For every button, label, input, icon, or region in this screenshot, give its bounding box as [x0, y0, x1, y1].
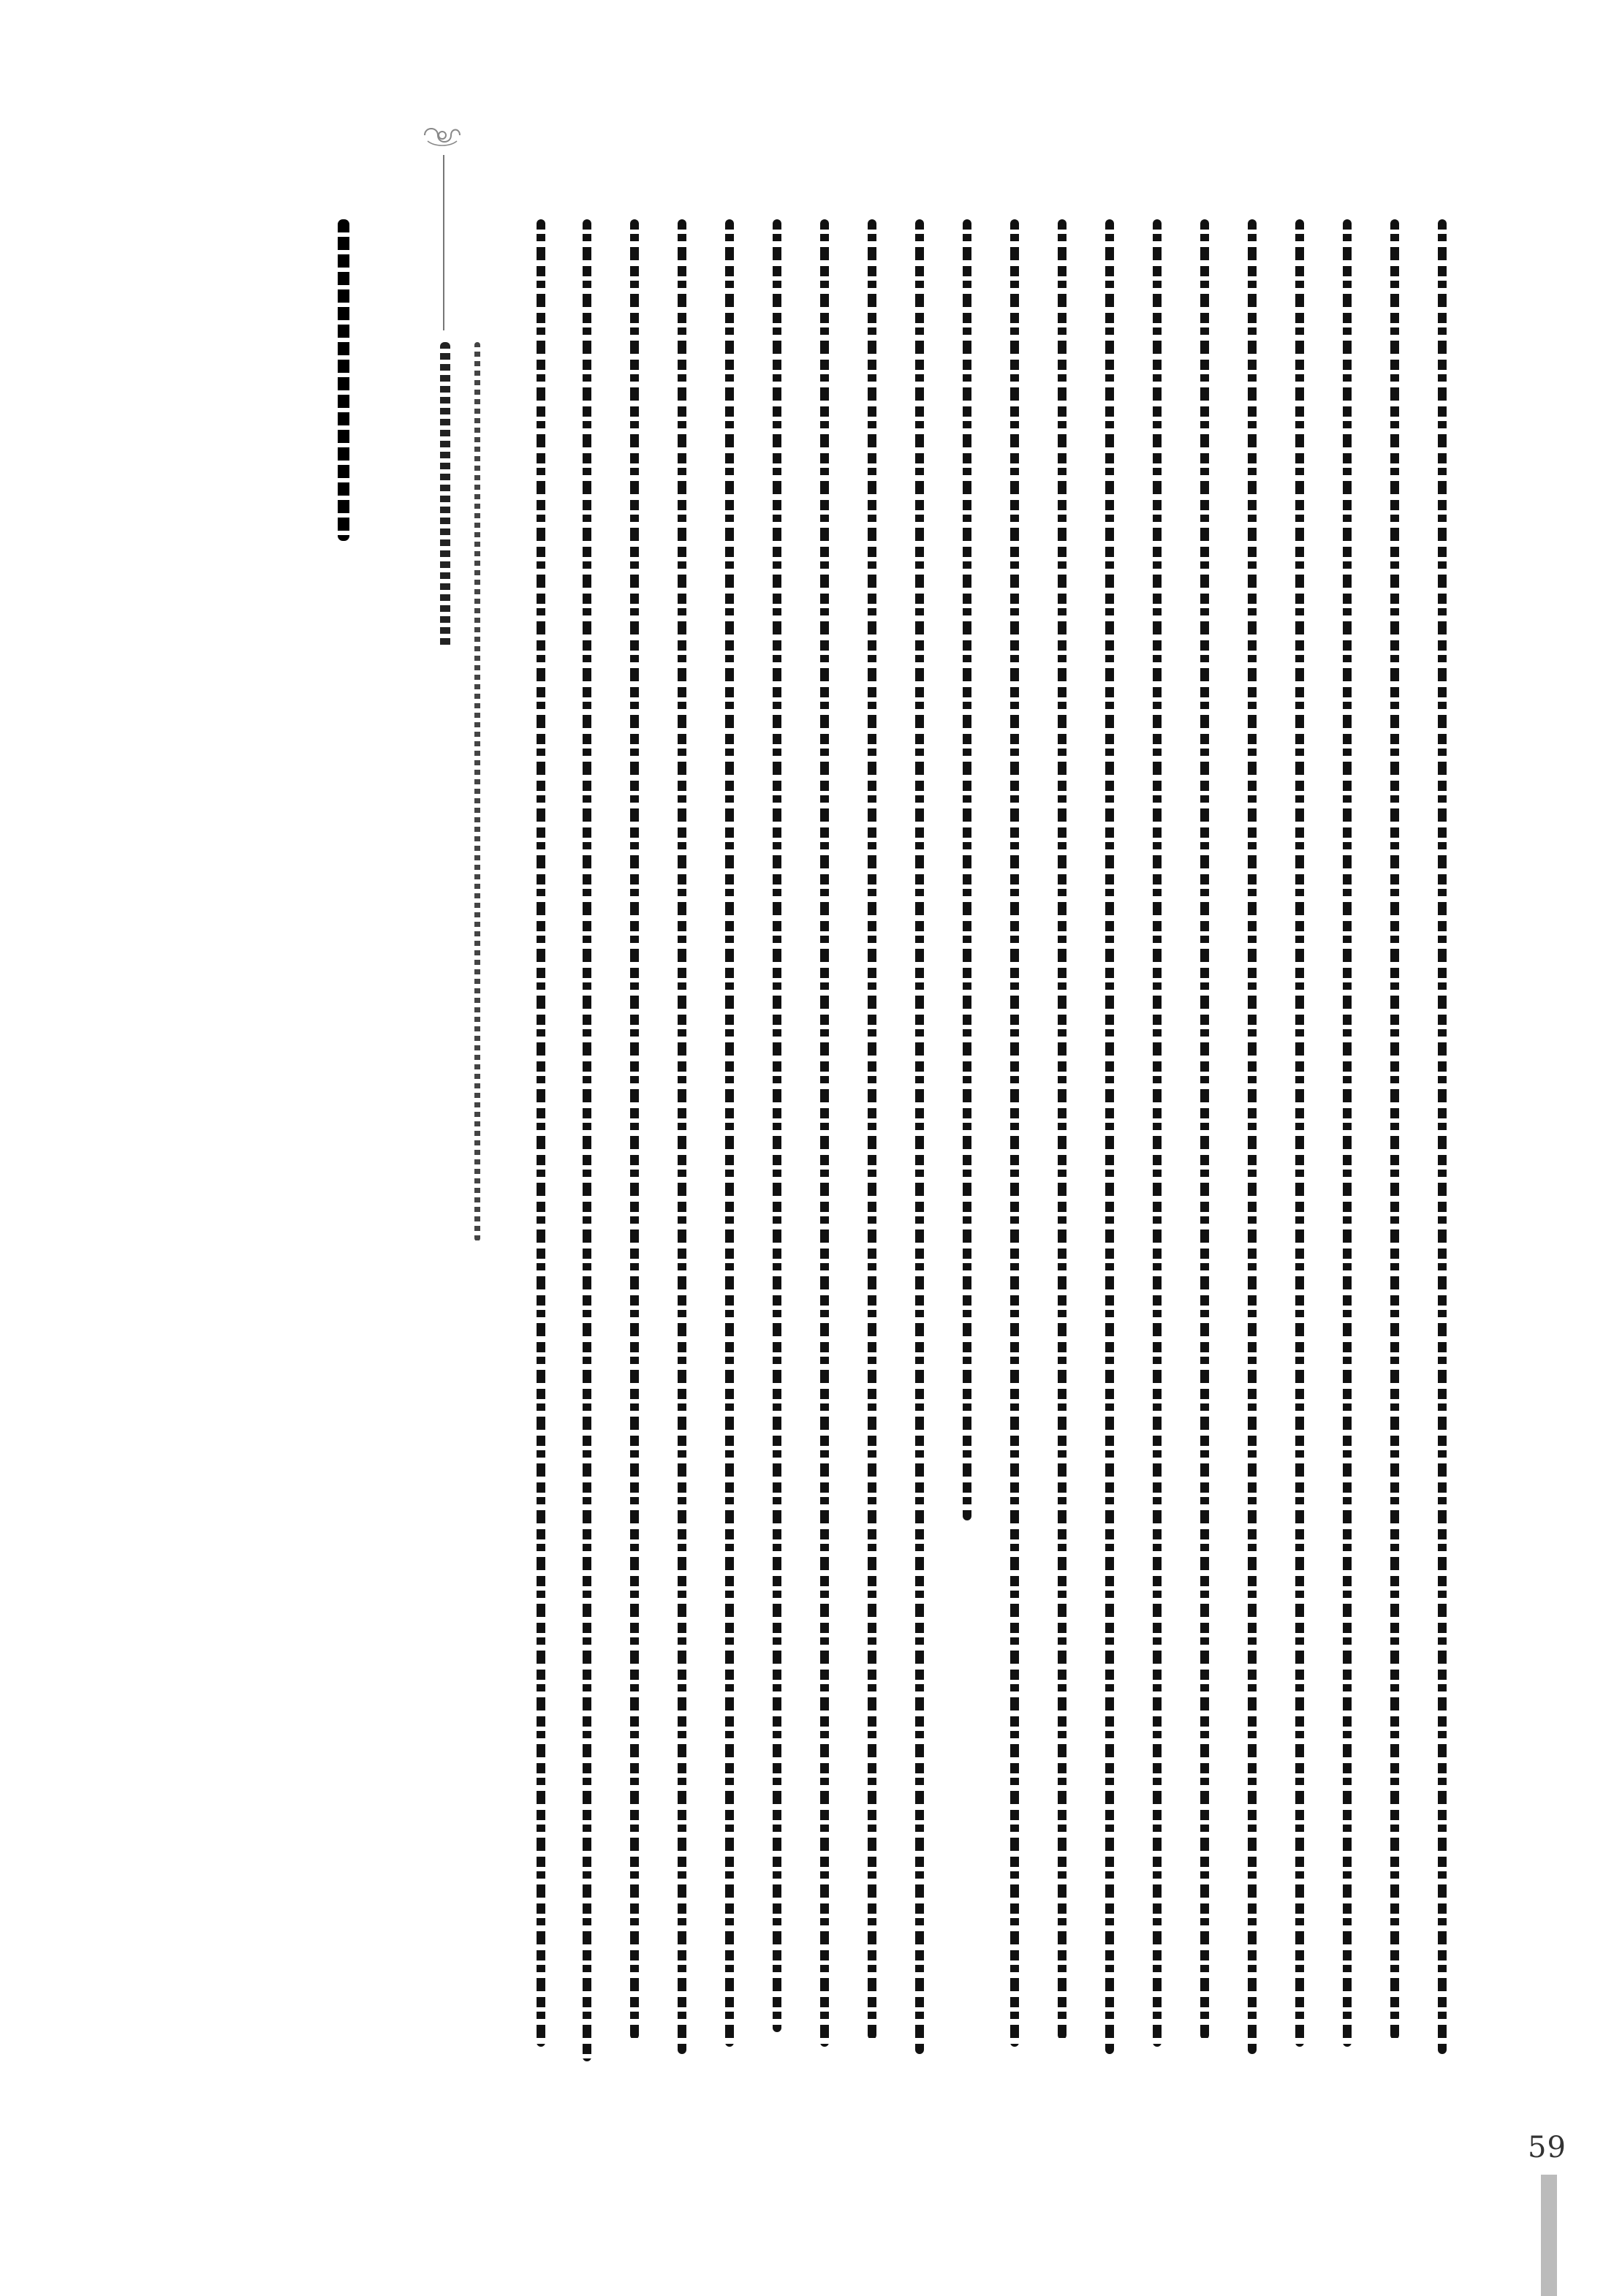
page-edge-tab [1541, 2175, 1557, 2296]
running-head-glyphs [440, 342, 450, 649]
running-subhead-glyphs [474, 342, 480, 1241]
section-heading-glyphs [338, 219, 349, 541]
header-rule [443, 155, 444, 330]
running-head-subtitle [468, 342, 490, 1241]
running-head-title [431, 342, 461, 649]
section-heading [329, 219, 361, 541]
header-ornament-icon [420, 121, 464, 150]
page-number: 59 [1528, 2131, 1566, 2164]
